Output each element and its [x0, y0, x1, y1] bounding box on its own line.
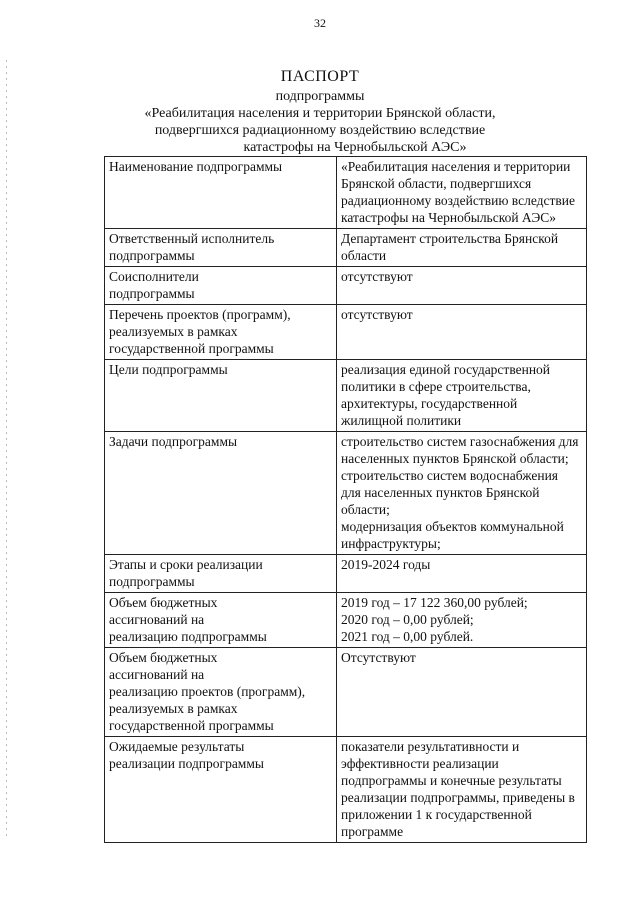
row-value-line: эффективности реализации	[341, 756, 499, 771]
row-value-cell	[337, 267, 587, 305]
row-value-cell	[337, 229, 587, 267]
row-value-cell	[337, 360, 587, 432]
row-value-line: области;	[341, 502, 390, 517]
heading-line: «Реабилитация населения и территории Брянской области,	[144, 106, 496, 121]
row-value-cell	[337, 648, 587, 737]
row-value-line: отсутствуют	[341, 269, 413, 284]
row-label-line: Этапы и сроки реализации	[109, 557, 263, 572]
table-row	[105, 432, 587, 555]
row-value-line: 2021 год – 0,00 рублей.	[341, 629, 474, 644]
row-label-line: государственной программы	[109, 718, 274, 733]
row-value-line: 2019 год – 17 122 360,00 рублей;	[341, 595, 528, 610]
row-value-line: политики в сфере строительства,	[341, 379, 531, 394]
row-label-line: подпрограммы	[109, 286, 195, 301]
row-label-cell	[105, 555, 337, 593]
row-label-cell	[105, 229, 337, 267]
row-value-line: катастрофы на Чернобыльской АЭС»	[341, 210, 557, 225]
table-row	[105, 648, 587, 737]
row-label-line: реализацию подпрограммы	[109, 629, 267, 644]
row-label-cell	[105, 157, 337, 229]
row-value-line: строительство систем газоснабжения для	[341, 434, 579, 449]
row-value-line: реализации подпрограммы, приведены в	[341, 790, 575, 805]
row-value-cell	[337, 737, 587, 843]
row-label-cell	[105, 593, 337, 648]
row-value-cell	[337, 157, 587, 229]
row-value-line: подпрограммы и конечные результаты	[341, 773, 562, 788]
document-title: ПАСПОРТ	[280, 68, 360, 85]
row-label-line: Задачи подпрограммы	[109, 434, 238, 449]
row-label-cell	[105, 360, 337, 432]
row-value-line: отсутствуют	[341, 307, 413, 322]
row-label-cell	[105, 737, 337, 843]
row-value-line: Департамент строительства Брянской	[341, 231, 559, 246]
row-value-line: Отсутствуют	[341, 650, 416, 665]
row-label-line: реализуемых в рамках	[109, 701, 238, 716]
row-value-cell	[337, 432, 587, 555]
left-margin-binding-marks	[6, 60, 7, 840]
row-label-line: реализуемых в рамках	[109, 324, 238, 339]
row-value-line: строительство систем водоснабжения	[341, 468, 559, 483]
row-label-cell	[105, 432, 337, 555]
table-row	[105, 229, 587, 267]
row-label-line: Наименование подпрограммы	[109, 159, 283, 174]
row-label-line: Перечень проектов (программ),	[109, 307, 291, 322]
table-row	[105, 737, 587, 843]
row-label-line: Объем бюджетных	[109, 595, 218, 610]
row-label-line: подпрограммы	[109, 248, 195, 263]
row-value-line: для населенных пунктов Брянской	[341, 485, 540, 500]
table-row	[105, 360, 587, 432]
row-value-line: показатели результативности и	[341, 739, 520, 754]
row-value-line: программе	[341, 824, 404, 839]
page-number: 32	[314, 16, 326, 30]
row-value-line: населенных пунктов Брянской области;	[341, 451, 569, 466]
row-value-cell	[337, 593, 587, 648]
row-label-line: подпрограммы	[109, 574, 195, 589]
table-row	[105, 555, 587, 593]
row-value-line: реализация единой государственной	[341, 362, 551, 377]
row-label-line: государственной программы	[109, 341, 274, 356]
row-label-line: реализацию проектов (программ),	[109, 684, 306, 699]
passport-table	[104, 156, 587, 843]
row-value-line: модернизация объектов коммунальной	[341, 519, 564, 534]
heading-line: подвергшихся радиационному воздействию вследствие	[154, 123, 486, 138]
row-value-line: Брянской области, подвергшихся	[341, 176, 532, 191]
row-value-line: архитектуры, государственной	[341, 396, 518, 411]
row-label-line: Соисполнители	[109, 269, 199, 284]
table-row	[105, 305, 587, 360]
document-subtitle: подпрограммы	[275, 89, 365, 104]
row-label-line: Объем бюджетных	[109, 650, 218, 665]
row-label-line: Цели подпрограммы	[109, 362, 228, 377]
row-label-line: Ответственный исполнитель	[109, 231, 275, 246]
row-label-cell	[105, 648, 337, 737]
row-label-cell	[105, 267, 337, 305]
row-value-line: инфраструктуры;	[341, 536, 441, 551]
row-value-line: области	[341, 248, 387, 263]
table-row	[105, 593, 587, 648]
row-value-line: радиационному воздействию вследствие	[341, 193, 575, 208]
row-label-line: реализации подпрограммы	[109, 756, 264, 771]
row-value-line: жилищной политики	[341, 413, 462, 428]
passport-table-body	[105, 157, 587, 843]
subprogram-name-heading	[0, 105, 640, 156]
row-label-cell	[105, 305, 337, 360]
row-label-line: ассигнований на	[109, 612, 205, 627]
row-label-line: ассигнований на	[109, 667, 205, 682]
heading-line: катастрофы на Чернобыльской АЭС»	[243, 140, 467, 155]
row-value-line: 2020 год – 0,00 рублей;	[341, 612, 474, 627]
row-label-line: Ожидаемые результаты	[109, 739, 245, 754]
table-row	[105, 157, 587, 229]
row-value-cell	[337, 305, 587, 360]
row-value-cell	[337, 555, 587, 593]
row-value-line: 2019-2024 годы	[341, 557, 431, 572]
table-row	[105, 267, 587, 305]
row-value-line: приложении 1 к государственной	[341, 807, 532, 822]
row-value-line: «Реабилитация населения и территории	[341, 159, 571, 174]
